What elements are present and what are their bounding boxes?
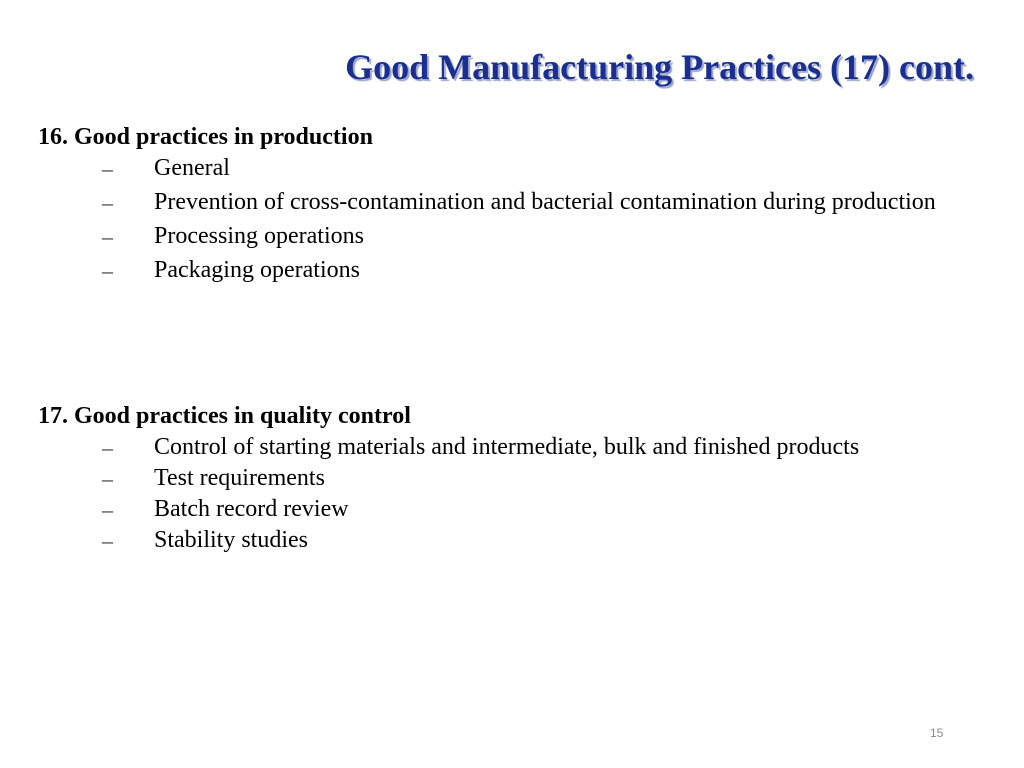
dash-bullet: –	[102, 190, 113, 215]
section-heading: 16. Good practices in production	[38, 124, 373, 150]
list-item-text: Stability studies	[154, 527, 309, 553]
list-item	[38, 527, 998, 554]
list-item-text: Control of starting materials and intermediate, bulk and finished products	[154, 434, 860, 460]
section-heading: 17. Good practices in quality control	[38, 403, 411, 429]
dash-bullet: –	[102, 528, 113, 553]
list-item-text: Batch record review	[154, 496, 349, 522]
section-quality-control	[38, 401, 998, 558]
list-item	[38, 465, 998, 492]
dash-bullet: –	[102, 224, 113, 249]
list-item-text: General	[154, 155, 230, 181]
dash-bullet: –	[102, 435, 113, 460]
list-item	[38, 496, 998, 523]
list-item	[38, 257, 998, 284]
dash-bullet: –	[102, 156, 113, 181]
dash-bullet: –	[102, 497, 113, 522]
list-item-text: Test requirements	[154, 465, 325, 491]
section-production	[38, 122, 998, 291]
dash-bullet: –	[102, 466, 113, 491]
list-item	[38, 189, 998, 216]
list-item-text: Packaging operations	[154, 257, 360, 283]
list-item	[38, 223, 998, 250]
list-item-text: Processing operations	[154, 223, 364, 249]
dash-bullet: –	[102, 258, 113, 283]
slide-title: Good Manufacturing Practices (17) cont.	[345, 47, 974, 87]
list-item-text: Prevention of cross-contamination and bacterial contamination during production	[154, 189, 936, 215]
list-item	[38, 155, 998, 182]
page-number: 15	[930, 726, 944, 740]
list-item	[38, 434, 998, 461]
